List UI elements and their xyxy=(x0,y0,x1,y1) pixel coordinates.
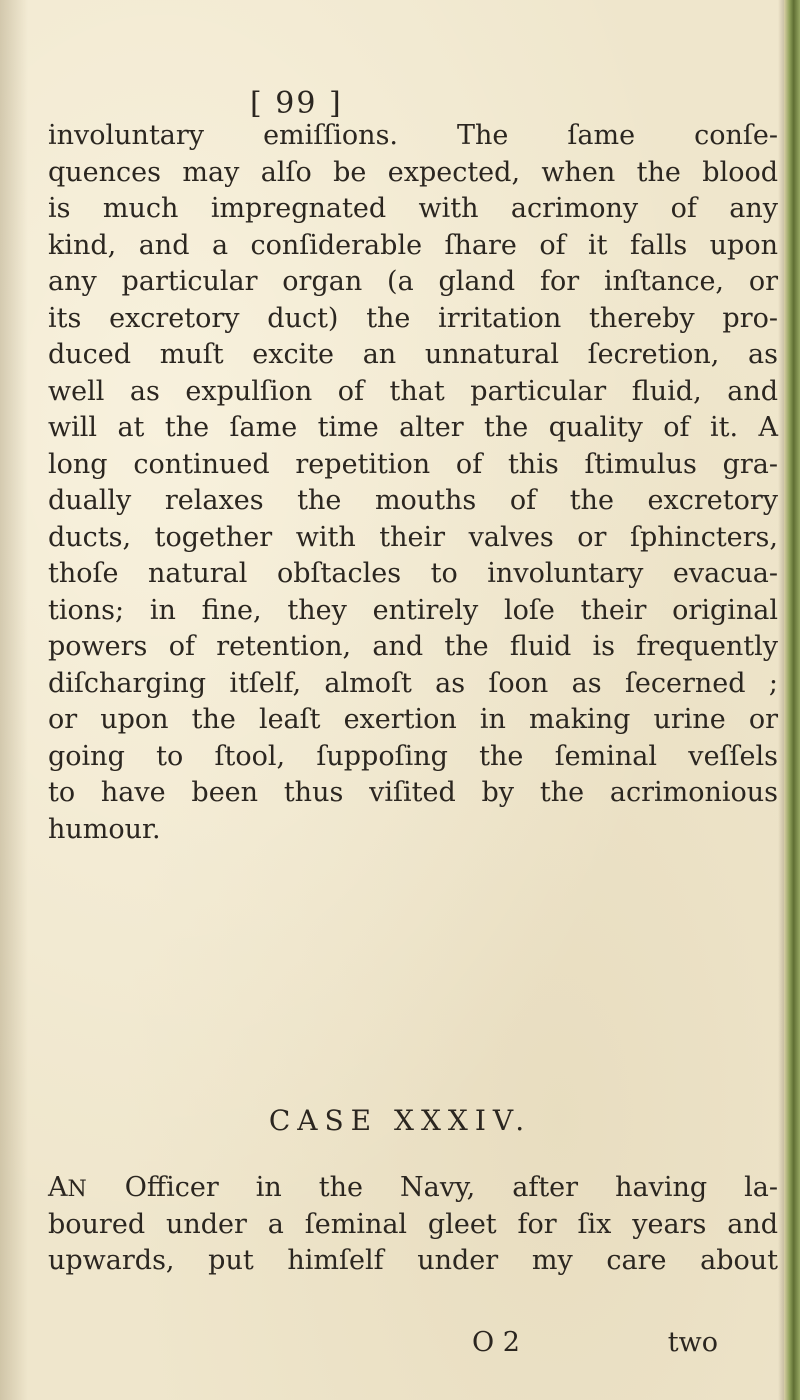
case-first-line xyxy=(48,1170,778,1207)
text-line: to have been thus viſited by the acrimonious xyxy=(48,777,778,808)
case-initial-smallcaps: N xyxy=(67,1177,88,1202)
case-text xyxy=(48,1170,778,1280)
text-line: kind, and a conſiderable ſhare of it falls upon xyxy=(48,229,778,261)
page-footer xyxy=(48,1325,778,1361)
text-line: or upon the leaſt exertion in making urine or xyxy=(48,704,778,735)
text-line: dually relaxes the mouths of the excretory xyxy=(48,485,778,516)
text-line: powers of retention, and the fluid is frequently xyxy=(48,631,778,662)
case-initial: A xyxy=(48,1172,68,1203)
signature-mark: O 2 xyxy=(472,1327,520,1358)
text-line: diſcharging itſelf, almoſt as ſoon as ſecerned ; xyxy=(48,667,778,699)
text-line: boured under a ſeminal gleet for ſix years and xyxy=(48,1208,778,1240)
text-line: will at the ſame time alter the quality of it. A xyxy=(48,412,778,443)
case-first-line-text: Officer in the Navy, after having la- xyxy=(87,1172,778,1203)
text-line: quences may alſo be expected, when the blood xyxy=(48,156,778,188)
text-line: upwards, put himſelf under my care about xyxy=(48,1245,778,1276)
text-line: going to ſtool, ſuppoſing the ſeminal veſſels xyxy=(48,740,778,772)
catchword: two xyxy=(667,1327,718,1358)
text-line: long continued repetition of this ſtimulus gra- xyxy=(48,448,778,480)
text-line: thoſe natural obſtacles to involuntary evacua- xyxy=(48,558,778,589)
text-line: ducts, together with their valves or ſphincters, xyxy=(48,521,778,553)
text-line-last: humour. xyxy=(48,813,161,845)
body-text xyxy=(48,118,778,848)
text-line: well as expulſion of that particular fluid, and xyxy=(48,375,778,407)
case-heading: CASE XXXIV. xyxy=(268,1104,532,1137)
text-line: duced muſt excite an unnatural ſecretion, as xyxy=(48,339,778,370)
text-line: tions; in fine, they entirely loſe their original xyxy=(48,594,778,626)
page-number-header: [ 99 ] xyxy=(250,86,343,121)
book-cover-edge xyxy=(784,0,800,1400)
text-line: involuntary emiſſions. The ſame conſe- xyxy=(48,120,778,151)
text-line: is much impregnated with acrimony of any xyxy=(48,193,778,224)
page-gutter-shadow xyxy=(0,0,28,1400)
text-line: any particular organ (a gland for inſtance, or xyxy=(48,266,778,297)
text-line: its excretory duct) the irritation thereby pro- xyxy=(48,302,778,334)
